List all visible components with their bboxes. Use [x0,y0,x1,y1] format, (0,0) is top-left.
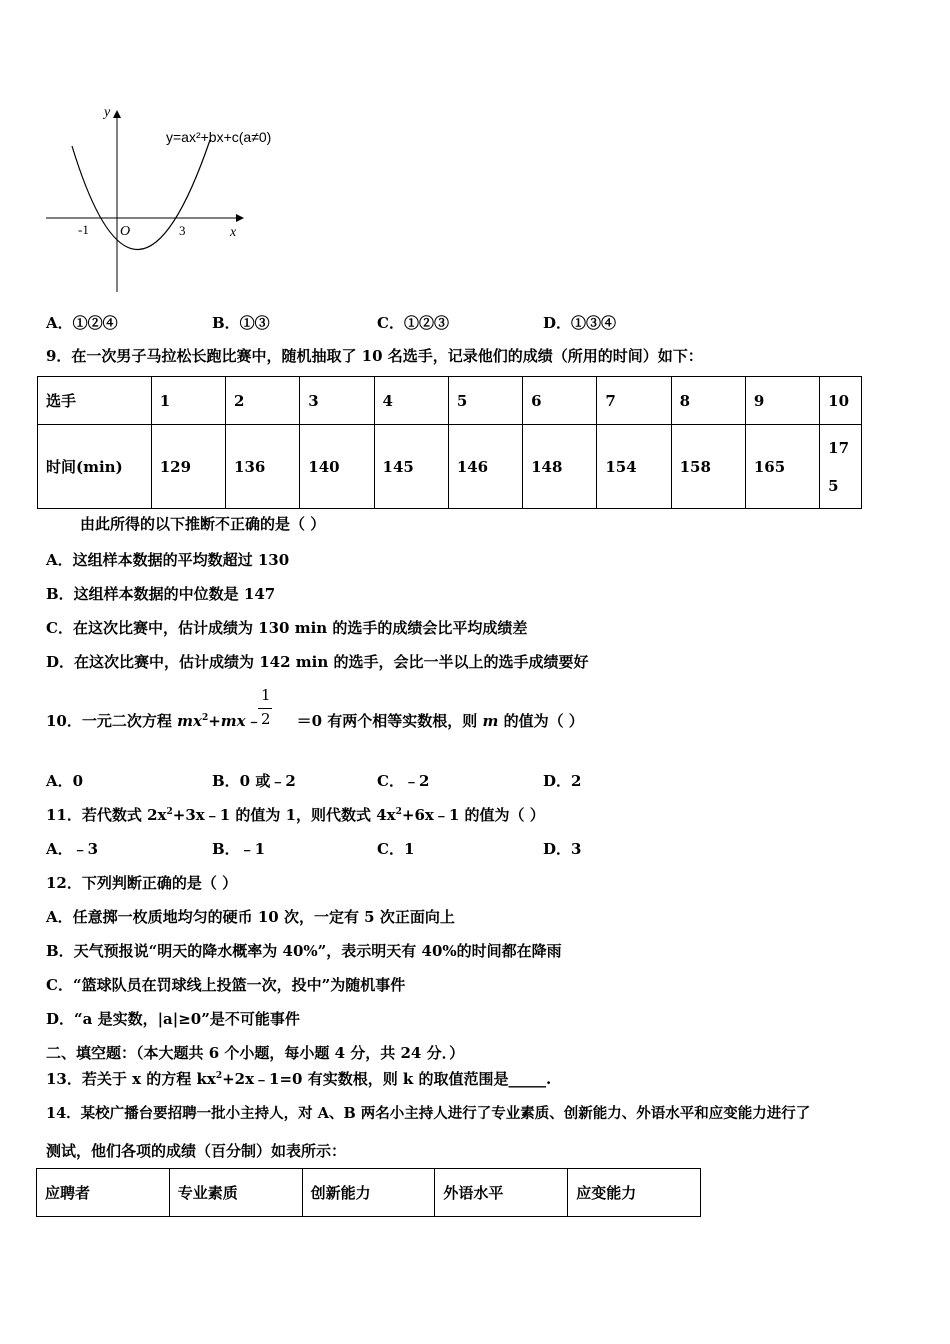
q9-option-b: B．这组样本数据的中位数是 147 [46,585,276,603]
table-cell: 9 [745,377,819,425]
q14-line1: 14．某校广播台要招聘一批小主持人，对 A、B 两名小主持人进行了专业素质、创新能力、外语水平和应变能力进行了 [46,1105,811,1122]
q10-option-a: A．0 [46,772,84,790]
table-row [37,1169,701,1217]
q10-frac-line [258,708,272,709]
q10-suffix-b: 的值为（ ） [498,712,584,730]
q11-p3: +6x﹣1 的值为（ ） [401,806,545,824]
q11-sup1: 2 [166,807,173,817]
q11-p2: +3x﹣1 的值为 1，则代数式 4x [172,806,396,824]
table-cell: 136 [226,425,300,509]
table-cell: 140 [300,425,374,509]
x-axis-arrow [236,214,244,222]
q10-option-d: D．2 [543,772,582,790]
q10-option-b: B．0 或﹣2 [212,772,296,790]
q9-table [37,376,862,509]
table-cell: 时间(min) [38,425,152,509]
q9-question: 由此所得的以下推断不正确的是（ ） [80,515,326,533]
table-cell: 146 [448,425,522,509]
q10-prefix: 10．一元二次方程 [46,712,178,730]
q13-p2: +2x﹣1=0 有实数根，则 k 的取值范围是 [222,1070,509,1088]
table-cell: 创新能力 [302,1169,435,1217]
q13-p3: . [546,1070,552,1088]
table-cell: 1 [151,377,225,425]
table-cell: 3 [300,377,374,425]
q13-sup: 2 [215,1071,223,1081]
table-cell: 2 [226,377,300,425]
x-axis-label: x [230,225,237,240]
q10-var-m: m [482,712,499,730]
q11-sup2: 2 [395,807,402,817]
q10-frac-den: 2 [261,710,271,728]
q12-option-b: B．天气预报说“明天的降水概率为 40%”，表示明天有 40%的时间都在降雨 [46,942,562,960]
q10-expr: mx [177,712,202,730]
q14-line2: 测试，他们各项的成绩（百分制）如表所示： [46,1142,347,1160]
q10-frac-num: 1 [261,686,271,704]
q8-option-a: A．①②④ [46,314,118,332]
q11-option-c: C．1 [377,840,415,858]
q8-option-b: B．①③ [212,314,270,332]
q9-option-c: C．在这次比赛中，估计成绩为 130 min 的选手的成绩会比平均成绩差 [46,619,528,637]
table-cell: 4 [374,377,448,425]
q14-table [36,1168,701,1217]
q10-stem [46,710,584,731]
q11-option-d: D．3 [543,840,582,858]
q10-expr2: +mx﹣ [208,712,261,730]
q10-suffix-a: ＝0 有两个相等实数根，则 [296,712,483,730]
q13-p1: 13．若关于 x 的方程 kx [46,1070,216,1088]
table-cell: 158 [671,425,745,509]
table-cell: 129 [151,425,225,509]
q12-option-d: D．“a 是实数，|a|≥0”是不可能事件 [46,1010,300,1028]
root-right-label: 3 [179,223,186,238]
table-cell: 148 [523,425,597,509]
root-left-label: -1 [78,222,89,237]
table-cell: 专业素质 [169,1169,302,1217]
q9-option-d: D．在这次比赛中，估计成绩为 142 min 的选手，会比一半以上的选手成绩要好 [46,653,589,671]
q9-option-a: A．这组样本数据的平均数超过 130 [46,551,290,569]
table-cell: 7 [597,377,671,425]
q13-stem [46,1068,551,1089]
y-axis-label: y [104,105,111,120]
q12-option-c: C．“篮球队员在罚球线上投篮一次，投中”为随机事件 [46,976,406,994]
q12-option-a: A．任意掷一枚质地均匀的硬币 10 次，一定有 5 次正面向上 [46,908,455,926]
table-cell: 10 [820,377,862,425]
q8-option-d: D．①③④ [543,314,617,332]
section-heading: 二、填空题：（本大题共 6 个小题，每小题 4 分，共 24 分．） [46,1044,465,1062]
table-cell: 外语水平 [435,1169,568,1217]
q10-option-c: C．﹣2 [377,772,430,790]
table-row [38,377,862,425]
q11-option-b: B．﹣1 [212,840,266,858]
last-time-line2: 5 [828,476,839,495]
q11-stem [46,804,545,825]
table-cell: 8 [671,377,745,425]
q11-p1: 11．若代数式 2x [46,806,167,824]
table-cell: 145 [374,425,448,509]
equation-label: y=ax²+bx+c(a≠0) [166,129,272,145]
origin-label: O [120,224,131,239]
table-cell: 6 [523,377,597,425]
table-cell-last-time [820,425,862,509]
table-cell: 应聘者 [37,1169,170,1217]
y-axis-arrow [113,110,121,118]
parabola-graph [40,100,300,300]
table-cell: 应变能力 [568,1169,701,1217]
table-cell: 154 [597,425,671,509]
table-cell: 5 [448,377,522,425]
q9-stem: 9．在一次男子马拉松长跑比赛中，随机抽取了 10 名选手，记录他们的成绩（所用的时间）如下： [46,347,703,365]
q12-stem: 12．下列判断正确的是（ ） [46,874,238,892]
table-cell: 165 [745,425,819,509]
q13-blank: _____ [508,1070,547,1088]
q10-sup: 2 [201,713,209,723]
parabola-curve [72,140,210,250]
table-cell: 选手 [38,377,152,425]
last-time-line1: 17 [828,438,850,457]
table-row [38,425,862,509]
q11-option-a: A．﹣3 [46,840,99,858]
q8-option-c: C．①②③ [377,314,449,332]
